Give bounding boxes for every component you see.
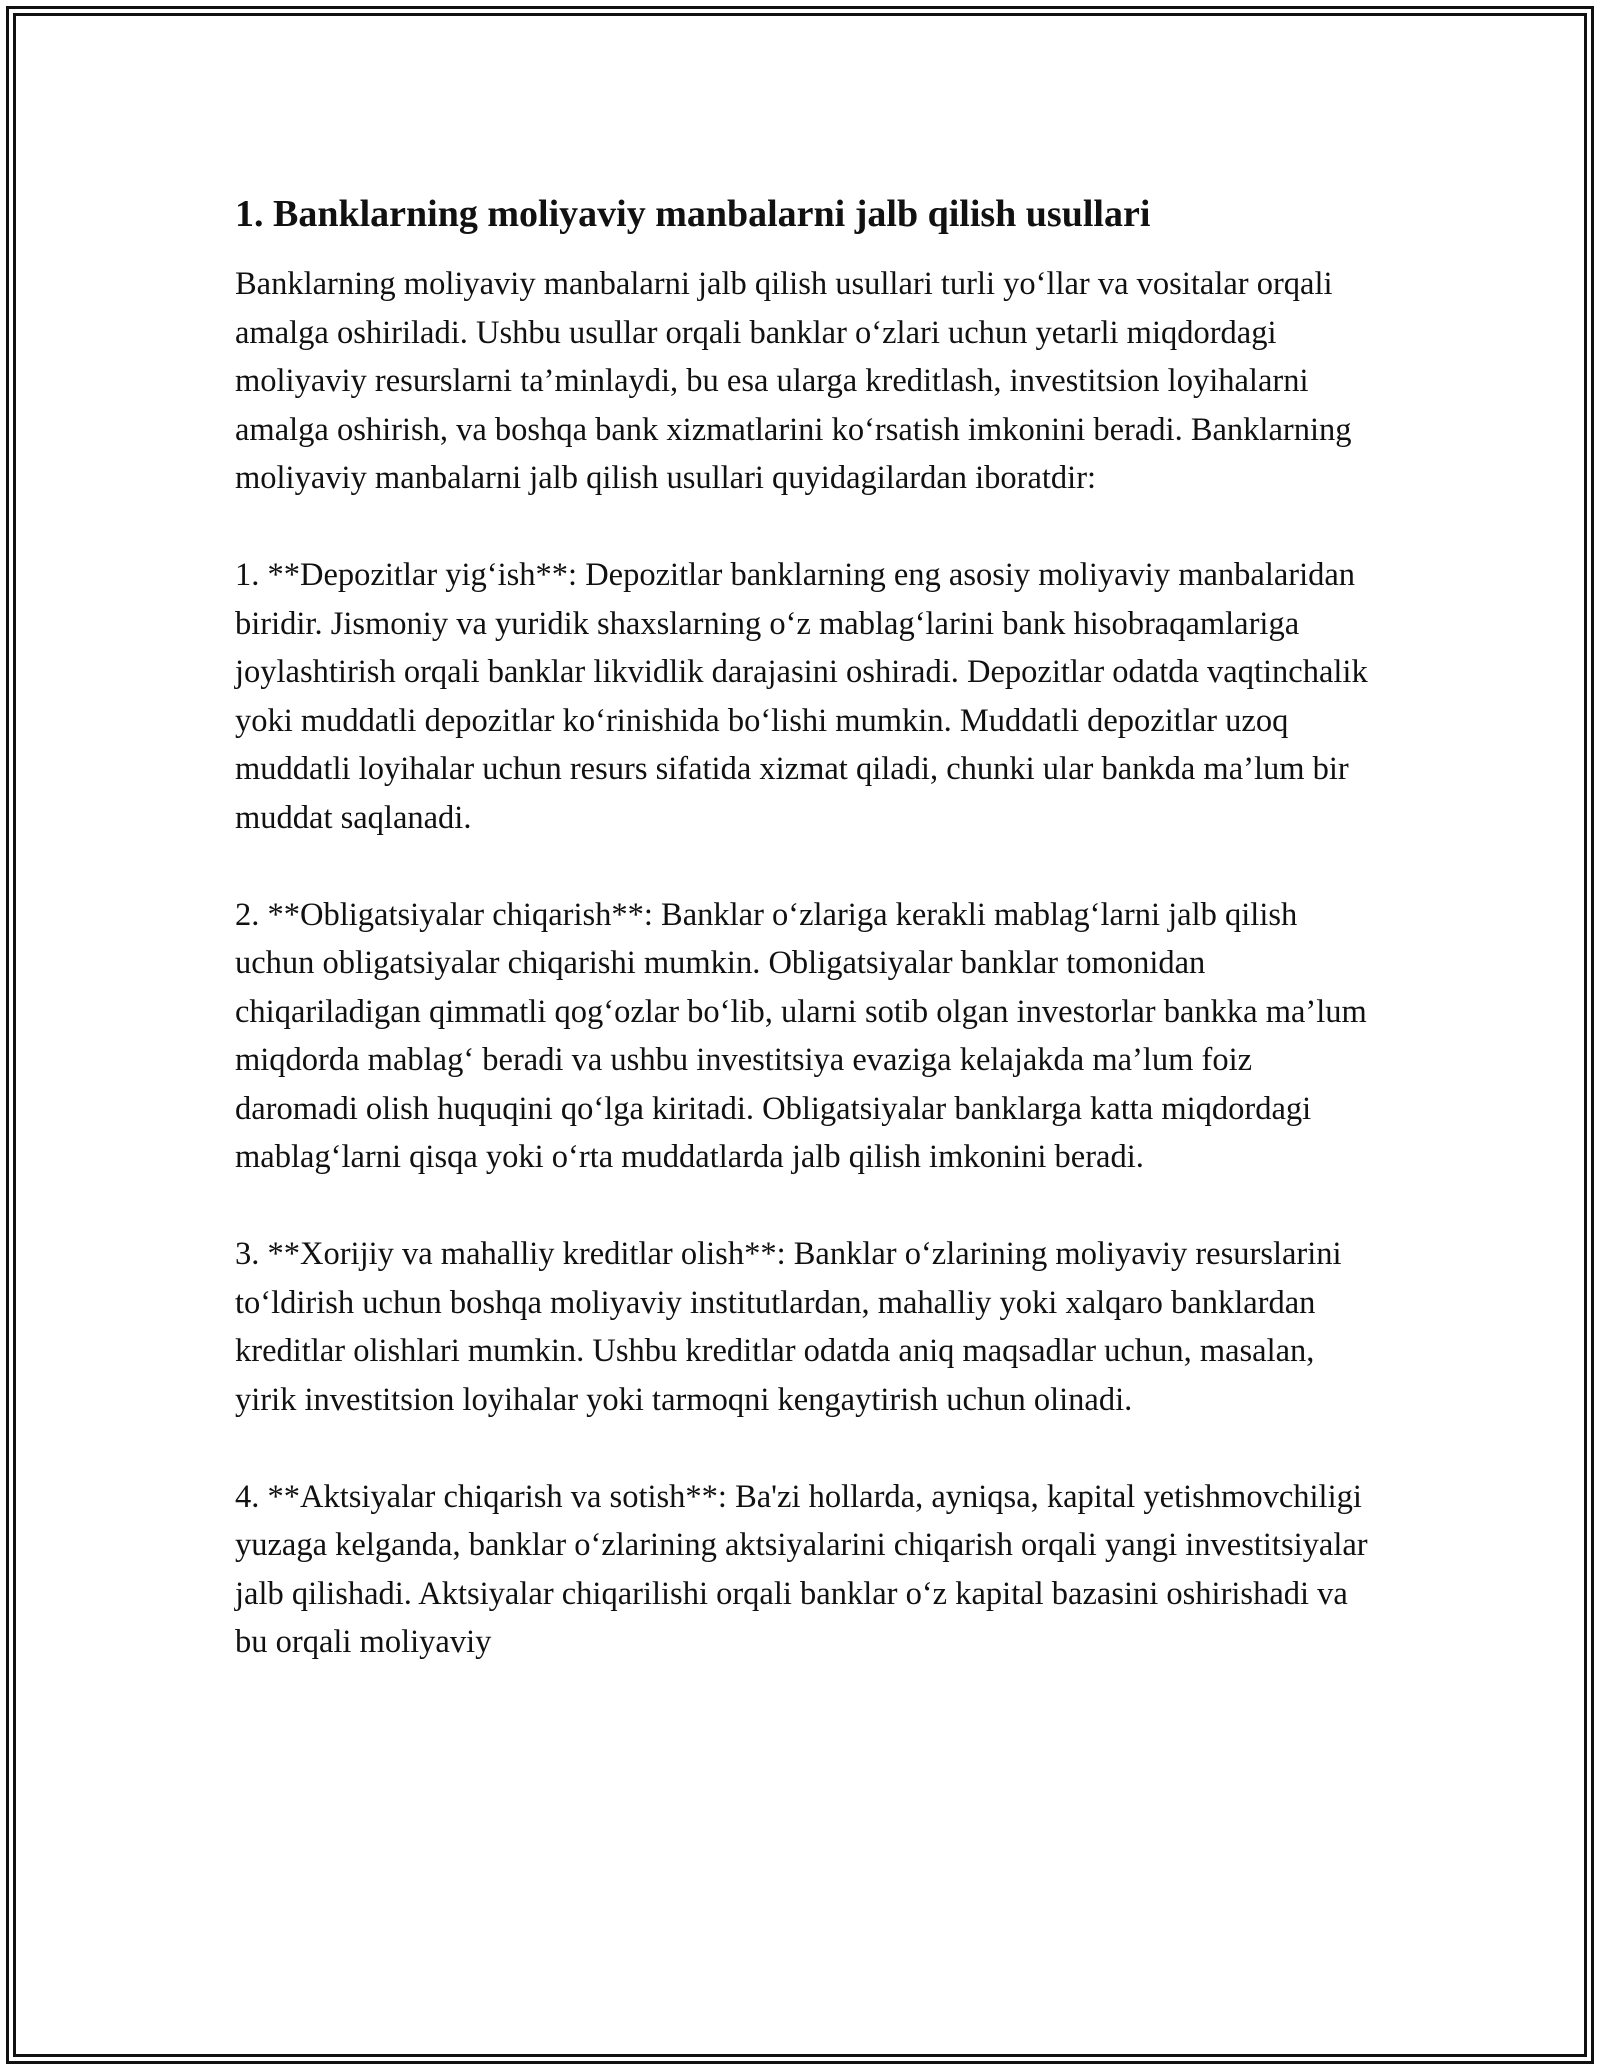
bonds-paragraph: 2. **Obligatsiyalar chiqarish**: Banklar o‘zlariga kerakli mablag‘larni jalb qilish uchun obligatsiyalar chiqarishi mumkin. Obligatsiyalar banklar tomonidan chiqariladigan qimmatli qog‘ozlar bo‘lib, ularni sotib olgan investorlar bankka ma’lum miqdorda mablag‘ beradi va ushbu investitsiya evaziga kelajakda ma’lum foiz daromadi olish huquqini qo‘lga kiritadi. Obligatsiyalar banklarga katta miqdordagi mablag‘larni qisqa yoki o‘rta muddatlarda jalb qilish imkonini beradi.	[235, 896, 1367, 1175]
intro-paragraph: Banklarning moliyaviy manbalarni jalb qilish usullari turli yo‘llar va vositalar orqali amalga oshiriladi. Ushbu usullar orqali banklar o‘zlari uchun yetarli miqdordagi moliyaviy resurslarni ta’minlaydi, bu esa ularga kreditlash, investitsion loyihalarni amalga oshirish, va boshqa bank xizmatlarini ko‘rsatish imkonini beradi. Banklarning moliyaviy manbalarni jalb qilish usullari quyidagilardan iboratdir:	[235, 266, 1352, 496]
section-heading: 1. Banklarning moliyaviy manbalarni jalb qilish usullari	[235, 193, 1151, 235]
document-body	[235, 188, 1370, 1667]
deposits-paragraph: 1. **Depozitlar yig‘ish**: Depozitlar banklarning eng asosiy moliyaviy manbalaridan biridir. Jismoniy va yuridik shaxslarning o‘z mablag‘larini bank hisobraqamlariga joylashtirish orqali banklar likvidlik darajasini oshiradi. Depozitlar odatda vaqtinchalik yoki muddatli depozitlar ko‘rinishida bo‘lishi mumkin. Muddatli depozitlar uzoq muddatli loyihalar uchun resurs sifatida xizmat qiladi, chunki ular bankda ma’lum bir muddat saqlanadi.	[235, 557, 1368, 836]
loans-paragraph: 3. **Xorijiy va mahalliy kreditlar olish**: Banklar o‘zlarining moliyaviy resurslarini to‘ldirish uchun boshqa moliyaviy institutlardan, mahalliy yoki xalqaro banklardan kreditlar olishlari mumkin. Ushbu kreditlar odatda aniq maqsadlar uchun, masalan, yirik investitsion loyihalar yoki tarmoqni kengaytirish uchun olinadi.	[235, 1236, 1342, 1418]
shares-paragraph: 4. **Aktsiyalar chiqarish va sotish**: Ba'zi hollarda, ayniqsa, kapital yetishmovchiligi yuzaga kelganda, banklar o‘zlarining aktsiyalarini chiqarish orqali yangi investitsiyalar jalb qilishadi. Aktsiyalar chiqarilishi orqali banklar o‘z kapital bazasini oshirishadi va bu orqali moliyaviy	[235, 1478, 1368, 1660]
